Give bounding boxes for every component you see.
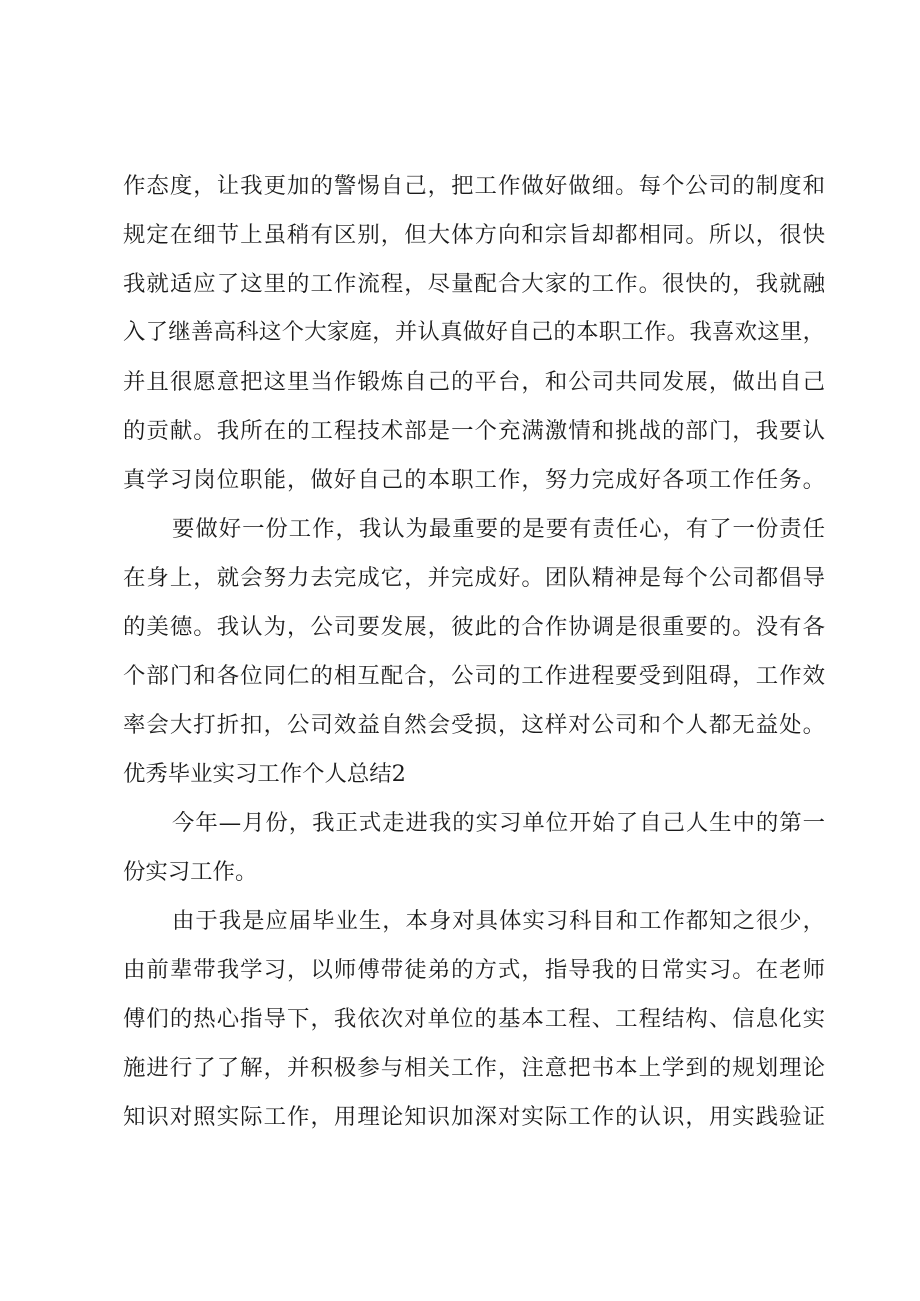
text-line: 施进行了了解，并积极参与相关工作，注意把书本上学到的规划理论 [123,1055,825,1081]
paragraph-first-line: 今年—月份，我正式走进我的实习单位开始了自己人生中的第一 [172,810,825,836]
text-line: 率会大打折扣，公司效益自然会受损，这样对公司和个人都无益处。 [123,712,825,738]
text-line: 规定在细节上虽稍有区别，但大体方向和宗旨却都相同。所以，很快 [123,222,825,248]
text-line: 在身上，就会努力去完成它，并完成好。团队精神是每个公司都倡导 [123,565,825,591]
section-heading: 优秀毕业实习工作个人总结2 [123,761,406,787]
paragraph-first-line: 由于我是应届毕业生，本身对具体实习科目和工作都知之很少， [172,908,825,934]
text-line: 的美德。我认为，公司要发展，彼此的合作协调是很重要的。没有各 [123,614,825,640]
text-line: 并且很愿意把这里当作锻炼自己的平台，和公司共同发展，做出自己 [123,369,825,395]
text-line: 知识对照实际工作，用理论知识加深对实际工作的认识，用实践验证 [123,1104,825,1130]
text-line: 傅们的热心指导下，我依次对单位的基本工程、工程结构、信息化实 [123,1006,825,1032]
text-line: 份实习工作。 [123,859,258,885]
text-line: 的贡献。我所在的工程技术部是一个充满激情和挑战的部门，我要认 [123,418,825,444]
text-line: 我就适应了这里的工作流程，尽量配合大家的工作。很快的，我就融 [123,271,825,297]
text-line: 个部门和各位同仁的相互配合，公司的工作进程要受到阻碍，工作效 [123,663,825,689]
text-line: 真学习岗位职能，做好自己的本职工作，努力完成好各项工作任务。 [123,467,825,493]
text-line: 作态度，让我更加的警惕自己，把工作做好做细。每个公司的制度和 [123,173,825,199]
text-line: 入了继善高科这个大家庭，并认真做好自己的本职工作。我喜欢这里， [123,319,825,345]
text-line: 由前辈带我学习，以师傅带徒弟的方式，指导我的日常实习。在老师 [123,957,825,983]
paragraph-first-line: 要做好一份工作，我认为最重要的是要有责任心，有了一份责任 [172,516,825,542]
